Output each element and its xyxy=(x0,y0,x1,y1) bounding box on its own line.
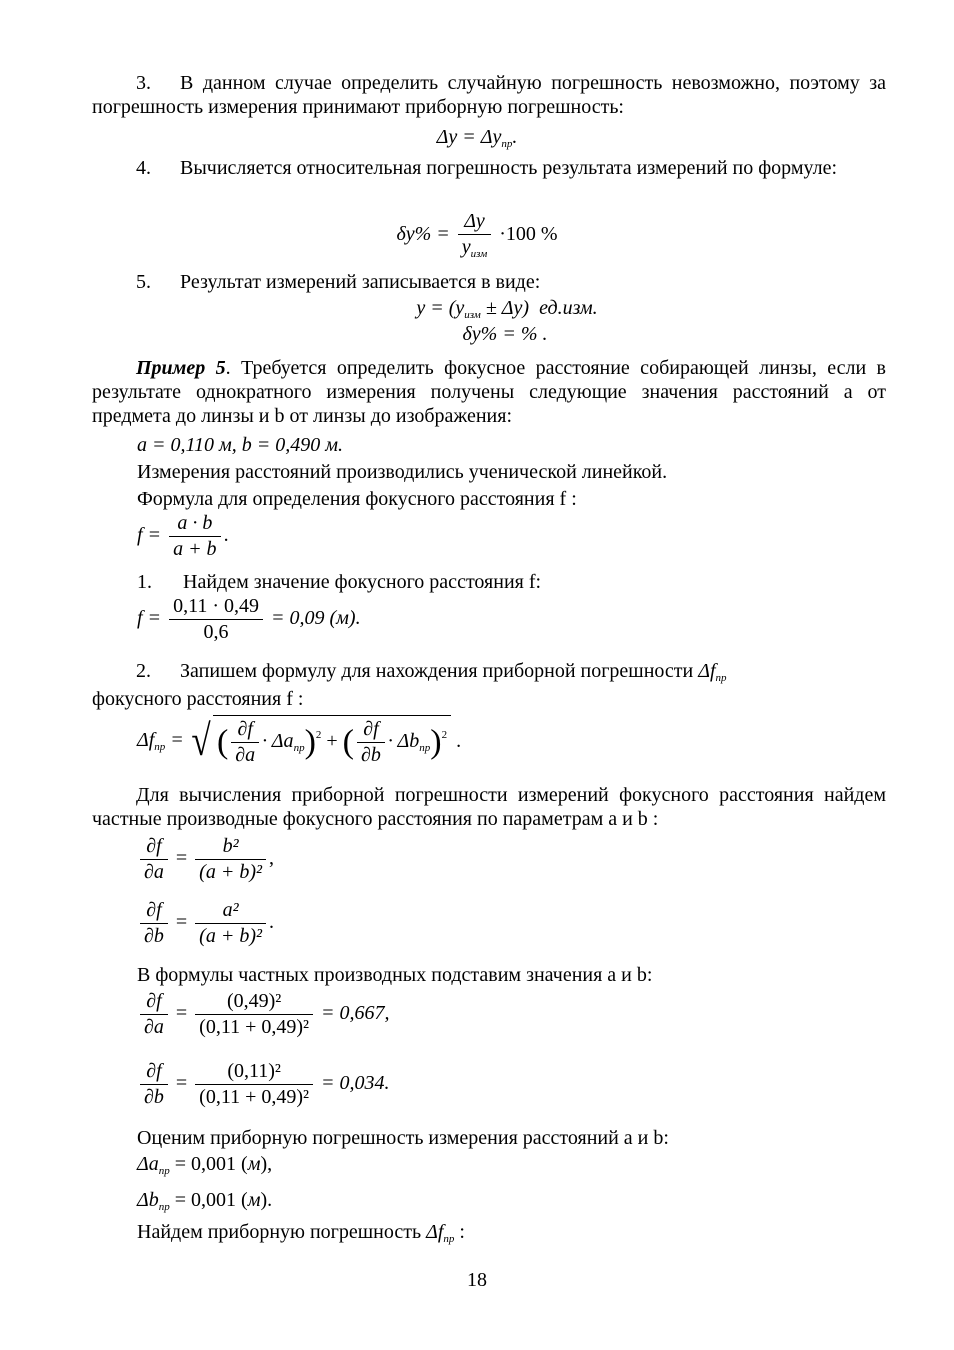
substitution-intro: В формулы частных производных подставим значения a и b: xyxy=(137,964,653,986)
item-4-number: 4. xyxy=(136,157,151,179)
item-4-text: Вычисляется относительная погрешность результата измерений по формуле: xyxy=(180,157,838,179)
f-formula-denominator: a + b xyxy=(173,538,217,560)
df-db-denominator: (a + b)² xyxy=(199,925,262,947)
formula-intro: Формула для определения фокусного расстояния f : xyxy=(137,488,577,510)
example-text: . Требуется определить фокусное расстояние собирающей линзы, если в результате однократного измерения получены следующие значения расстояний a от предмета до линзы и b от линзы до изображения: xyxy=(92,357,886,427)
df-da-result: = 0,667, xyxy=(321,1002,390,1025)
df-da-value-numerator: (0,49)² xyxy=(195,990,313,1015)
example-label: Пример 5 xyxy=(136,357,226,379)
formula-df-db-value: $\frac{\partial f}{\partial b}$ = $\frac{\text{(0,11)²}}{\text{(0,11 + 0,49)²}}$ = 0,034. xyxy=(137,1060,390,1109)
item-3-number: 3. xyxy=(136,72,151,94)
step-2-number: 2. xyxy=(136,660,151,682)
step-1-numerator: 0,11 · 0,49 xyxy=(169,595,263,620)
formula-focal-length: f = $\frac{a \cdot b}{a + b}$ . xyxy=(137,512,229,560)
example-5-paragraph xyxy=(92,356,886,428)
step-2-text-cont: фокусного расстояния f : xyxy=(92,688,304,710)
df-da-denominator: (a + b)² xyxy=(199,861,262,883)
estimate-intro: Оценим приборную погрешность измерения расстояний a и b: xyxy=(137,1127,669,1149)
df-db-value-numerator: (0,11)² xyxy=(195,1060,313,1085)
find-instrument-error: Найдем приборную погрешность $\Delta f_{пр}$ : xyxy=(137,1221,465,1245)
units-text: ед.изм. xyxy=(539,297,598,319)
df-da-numerator: b² xyxy=(195,835,266,860)
df-db-value-denominator: (0,11 + 0,49)² xyxy=(199,1086,310,1108)
page-number: 18 xyxy=(467,1269,487,1291)
formula-result-percent xyxy=(28,322,954,346)
formula-dy-equals-dypr: $\Delta y = \Delta y_{пр}$. xyxy=(436,126,518,150)
ruler-note: Измерения расстояний производились ученической линейкой. xyxy=(137,461,668,483)
df-db-numerator: a² xyxy=(195,899,266,924)
step-1-denominator: 0,6 xyxy=(203,621,229,643)
delta-a-estimate: $\Delta a_{пр} = 0,001$ (м), xyxy=(137,1153,273,1177)
step-1-result: = 0,09 (м). xyxy=(270,607,361,630)
f-formula-numerator: a · b xyxy=(169,512,221,537)
formula-df-da: $\frac{\partial f}{\partial a}$ = $\frac{\text{b²}}{\text{(a + b)²}}$ , xyxy=(137,835,274,884)
formula-instrument-error: $\Delta f_{пр}$ = √ ( $\frac{\partial f}{\partial a}$ · $\Delta a_{пр})^2$ + ( $\frac{\partial f}{\partial b}$ · $\Delta b_{пр})^2$ . xyxy=(137,716,462,766)
item-5-number: 5. xyxy=(136,271,151,293)
item-3-paragraph xyxy=(92,71,886,119)
formula-df-da-value: $\frac{\partial f}{\partial a}$ = $\frac{\text{(0,49)²}}{\text{(0,11 + 0,49)²}}$ = 0,667, xyxy=(137,990,390,1039)
delta-b-estimate: $\Delta b_{пр} = 0,001$ (м). xyxy=(137,1189,273,1213)
example-values: a = 0,110 м, b = 0,490 м. xyxy=(137,434,344,456)
df-db-result: = 0,034. xyxy=(321,1072,390,1095)
step-1-paragraph xyxy=(137,570,541,594)
formula-result-form: $y = (y_{изм} \pm \Delta y)$ ед.изм. xyxy=(416,297,598,321)
find-text: Найдем приборную погрешность xyxy=(137,1221,422,1243)
item-5-paragraph xyxy=(92,270,886,294)
formula-focal-value: f = $\frac{0,11 \cdot 0,49}{0,6}$ = 0,09 (м). xyxy=(137,595,361,643)
item-4-paragraph xyxy=(92,156,886,180)
step-1-text: Найдем значение фокусного расстояния f: xyxy=(183,571,542,593)
df-da-value-denominator: (0,11 + 0,49)² xyxy=(199,1016,310,1038)
result-percent-line: δy% = % . xyxy=(462,323,548,345)
item-3-text: В данном случае определить случайную погрешность невозможно, поэтому за погрешность измерения принимают приборную погрешность: xyxy=(92,72,886,118)
item-5-text: Результат измерений записывается в виде: xyxy=(180,271,541,293)
formula-df-db: $\frac{\partial f}{\partial b}$ = $\frac{\text{a²}}{\text{(a + b)²}}$ . xyxy=(137,899,274,948)
step-2-paragraph: 2. Запишем формулу для нахождения приборной погрешности $\Delta f_{пр}$ xyxy=(136,660,727,684)
step-2-text: Запишем формулу для нахождения приборной погрешности xyxy=(180,660,694,682)
derivatives-intro: Для вычисления приборной погрешности измерений фокусного расстояния найдем частные производные фокусного расстояния по параметрам a и b : xyxy=(92,784,886,830)
step-1-number: 1. xyxy=(137,571,152,593)
formula-relative-error: δy% = $\frac{\Delta y}{y_{изм}}$ ·100 % xyxy=(396,210,558,260)
